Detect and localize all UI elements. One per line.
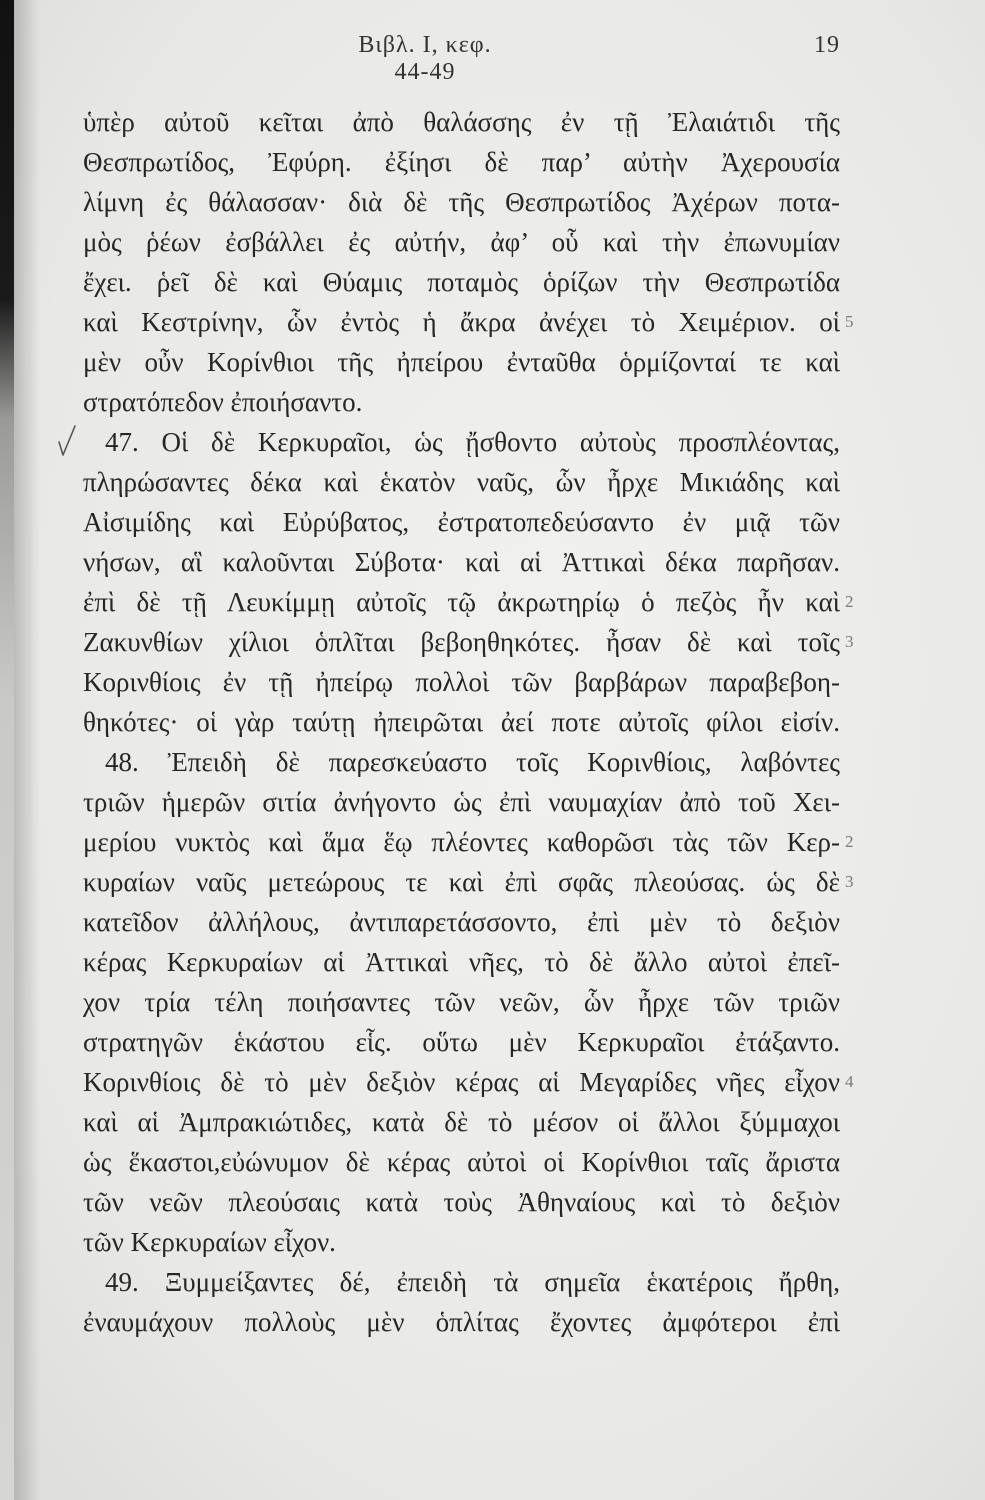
text-line: καὶ Κεστρίνην, ὧν ἐντὸς ἡ ἄκρα ἀνέχει τὸ Χειμέριον. οἱ 5 bbox=[83, 302, 840, 342]
text-line: θηκότες· οἱ γὰρ ταύτῃ ἠπειρῶται ἀεί ποτε αὐτοῖς φίλοι εἰσίν. bbox=[83, 707, 840, 737]
text-line: στρατηγῶν ἑκάστου εἷς. οὕτω μὲν Κερκυραῖοι ἐτάξαντο. bbox=[83, 1027, 840, 1057]
text-line: μερίου νυκτὸς καὶ ἅμα ἕῳ πλέοντες καθορῶσι τὰς τῶν Κερ- 2 bbox=[83, 822, 840, 862]
text-block bbox=[83, 102, 854, 1342]
book-spine-edge bbox=[0, 0, 14, 1500]
page-number: 19 bbox=[814, 32, 840, 58]
line-number-marginal: 4 bbox=[845, 1072, 854, 1091]
text-line: μὸς ῥέων ἐσβάλλει ἐς αὐτήν, ἀφ’ οὗ καὶ τὴν ἐπωνυμίαν bbox=[83, 227, 840, 257]
chapter-start-line: 49. Ξυμμείξαντες δέ, ἐπειδὴ τὰ σημεῖα ἑκατέροις ἤρθη, bbox=[105, 1267, 840, 1297]
text-line: μὲν οὖν Κορίνθιοι τῆς ἠπείρου ἐνταῦθα ὁρμίζονταί τε καὶ bbox=[83, 347, 840, 377]
text-line: νήσων, αἳ καλοῦνται Σύβοτα· καὶ αἱ Ἀττικαὶ δέκα παρῆσαν. bbox=[83, 547, 840, 577]
gutter-shadow bbox=[14, 0, 40, 1500]
text-line: χον τρία τέλη ποιήσαντες τῶν νεῶν, ὧν ἦρχε τῶν τριῶν bbox=[83, 987, 840, 1017]
text-line: ὡς ἕκαστοι,εὐώνυμον δὲ κέρας αὐτοὶ οἱ Κορίνθιοι ταῖς ἄριστα bbox=[83, 1147, 840, 1177]
text-line: πληρώσαντες δέκα καὶ ἑκατὸν ναῦς, ὧν ἦρχε Μικιάδης καὶ bbox=[83, 467, 840, 497]
text-line: κατεῖδον ἀλλήλους, ἀντιπαρετάσσοντο, ἐπὶ μὲν τὸ δεξιὸν bbox=[83, 907, 840, 937]
text-line: καὶ αἱ Ἀμπρακιώτιδες, κατὰ δὲ τὸ μέσον οἱ ἄλλοι ξύμμαχοι bbox=[83, 1107, 840, 1137]
running-head-title: Βιβλ. Ι, κεφ. 44-49 bbox=[358, 32, 492, 85]
text-line: Αἰσιμίδης καὶ Εὐρύβατος, ἐστρατοπεδεύσαντο ἐν μιᾷ τῶν bbox=[83, 507, 840, 537]
text-line: τριῶν ἡμερῶν σιτία ἀνήγοντο ὡς ἐπὶ ναυμαχίαν ἀπὸ τοῦ Χει- bbox=[83, 787, 840, 817]
text-line: Κορινθίοις δὲ τὸ μὲν δεξιὸν κέρας αἱ Μεγαρίδες νῆες εἶχον 4 bbox=[83, 1062, 840, 1102]
text-line: ἔχει. ῥεῖ δὲ καὶ Θύαμις ποταμὸς ὁρίζων τὴν Θεσπρωτίδα bbox=[83, 267, 840, 297]
text-line: ἐναυμάχουν πολλοὺς μὲν ὁπλίτας ἔχοντες ἀμφότεροι ἐπὶ bbox=[83, 1307, 840, 1337]
line-number-marginal: 3 bbox=[845, 632, 854, 651]
text-line: ἐπὶ δὲ τῇ Λευκίμμῃ αὐτοῖς τῷ ἀκρωτηρίῳ ὁ πεζὸς ἦν καὶ 2 bbox=[83, 582, 840, 622]
text-line: τῶν νεῶν πλεούσαις κατὰ τοὺς Ἀθηναίους καὶ τὸ δεξιὸν bbox=[83, 1187, 840, 1217]
text-line: κέρας Κερκυραίων αἱ Ἀττικαὶ νῆες, τὸ δὲ ἄλλο αὐτοὶ ἐπεῖ- bbox=[83, 947, 840, 977]
text-line: στρατόπεδον ἐποιήσαντο. bbox=[83, 387, 363, 417]
text-line: κυραίων ναῦς μετεώρους τε καὶ ἐπὶ σφᾶς πλεούσας. ὡς δὲ 3 bbox=[83, 862, 840, 902]
text-line: λίμνη ἐς θάλασσαν· διὰ δὲ τῆς Θεσπρωτίδος Ἀχέρων ποτα- bbox=[83, 187, 840, 217]
text-line: ὑπὲρ αὐτοῦ κεῖται ἀπὸ θαλάσσης ἐν τῇ Ἐλαιάτιδι τῆς bbox=[83, 107, 840, 137]
chapter-start-line: 48. Ἐπειδὴ δὲ παρεσκεύαστο τοῖς Κορινθίοις, λαβόντες bbox=[105, 747, 840, 777]
pencil-check-mark bbox=[56, 424, 78, 458]
line-number-marginal: 3 bbox=[845, 872, 854, 891]
chapter-start-line: 47. Οἱ δὲ Κερκυραῖοι, ὡς ᾔσθοντο αὐτοὺς προσπλέοντας, bbox=[105, 427, 840, 457]
text-line: Θεσπρωτίδος, Ἐφύρη. ἐξίησι δὲ παρ’ αὐτὴν Ἀχερουσία bbox=[83, 147, 840, 177]
line-number-marginal: 2 bbox=[845, 592, 854, 611]
text-line: Ζακυνθίων χίλιοι ὁπλῖται βεβοηθηκότες. ἦσαν δὲ καὶ τοῖς 3 bbox=[83, 622, 840, 662]
line-number-marginal: 5 bbox=[845, 312, 854, 331]
text-line: τῶν Κερκυραίων εἶχον. bbox=[83, 1227, 336, 1257]
text-line: Κορινθίοις ἐν τῇ ἠπείρῳ πολλοὶ τῶν βαρβάρων παραβεβοη- bbox=[83, 667, 840, 697]
line-number-marginal: 2 bbox=[845, 832, 854, 851]
